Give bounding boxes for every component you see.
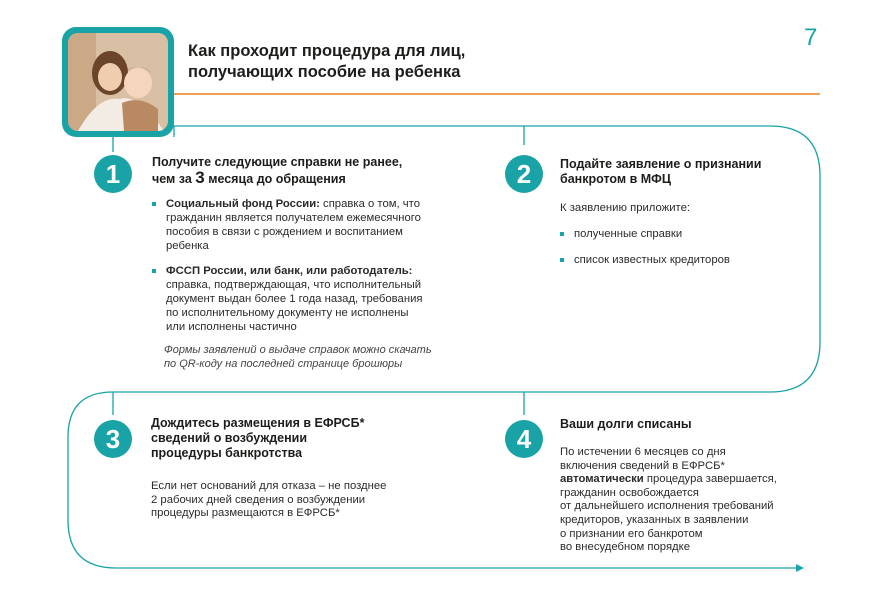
- step-1-note-line-2: по QR-коду на последней странице брошюры: [164, 357, 403, 370]
- step-3-title-line-1: Дождитесь размещения в ЕФРСБ*: [151, 416, 365, 430]
- page-title-line-1: Как проходит процедура для лиц,: [188, 42, 466, 60]
- step-1-bullet-2-line-3: документ выдан более 1 года назад, требования: [166, 293, 423, 305]
- step-2-title: [560, 157, 820, 187]
- step-4-body-bold: автоматически: [560, 473, 644, 486]
- step-1-bullet-1-line-2: гражданин является получателем ежемесячного: [166, 212, 421, 224]
- step-1-months-number: 3: [195, 168, 205, 187]
- step-1-bullet-2-line-2: справка, подтверждающая, что исполнительный: [166, 279, 422, 291]
- arrow-right-icon: [796, 564, 804, 572]
- step-1-bullet-1-bold: Социальный фонд России:: [166, 198, 320, 210]
- step-4-number: 4: [505, 420, 543, 458]
- step-3-title-line-3: процедуры банкротства: [151, 446, 303, 460]
- step-1-bullet-2-text: [166, 264, 423, 334]
- step-4-body-line-1: По истечении 6 месяцев со дня: [560, 446, 726, 458]
- step-4-body-line-2: включения сведений в ЕФРСБ*: [560, 459, 725, 472]
- bullet-square-icon: [560, 232, 564, 236]
- step-4-title: Ваши долги списаны: [560, 417, 692, 431]
- step-2-item-2-text: список известных кредиторов: [574, 254, 730, 266]
- step-4-body-line-5: от дальнейшего исполнения требований: [560, 500, 774, 513]
- step-1-bullet-1-line-3: пособия в связи с рождением и воспитанием: [166, 226, 403, 238]
- step-1-bullet-2-line-5: или исполнены частично: [166, 321, 297, 333]
- step-4-body-line-7: о признании его банкротом: [560, 527, 703, 540]
- step-1-title: [152, 155, 452, 187]
- bullet-square-icon: [152, 269, 156, 273]
- step-4-body-line-8: во внесудебном порядке: [560, 541, 691, 554]
- bullet-square-icon: [560, 258, 564, 262]
- step-4-body: [560, 446, 820, 555]
- step-3-title: [151, 416, 451, 461]
- step-2-title-line-1: Подайте заявление о признании: [560, 157, 762, 171]
- step-4-body-line-3-rest: процедура завершается,: [643, 473, 777, 486]
- step-1-bullet-1-rest: справка о том, что: [319, 198, 421, 210]
- step-3-title-line-2: сведений о возбуждении: [151, 431, 308, 445]
- step-2-intro: К заявлению приложите:: [560, 202, 690, 214]
- step-3-body-line-1: Если нет оснований для отказа – не позднее: [151, 480, 387, 492]
- step-1-title-line-1: Получите следующие справки не ранее,: [152, 155, 403, 169]
- step-1-title-post: месяца до обращения: [204, 172, 346, 186]
- step-1-bullet-2-line-4: по исполнительному документу не исполнены: [166, 307, 409, 319]
- step-2-title-line-2: банкротом в МФЦ: [560, 172, 671, 186]
- step-1-note-line-1: Формы заявлений о выдаче справок можно скачать: [164, 344, 432, 356]
- step-4-body-line-4: гражданин освобождается: [560, 486, 699, 499]
- step-1-title-line-2: [152, 170, 452, 187]
- page-title-line-2: получающих пособие на ребенка: [188, 63, 461, 81]
- step-2-item-1-text: полученные справки: [574, 228, 683, 240]
- step-1-title-pre: чем за: [152, 172, 196, 186]
- step-3-body-line-2: 2 рабочих дней сведения о возбуждении: [151, 493, 366, 506]
- step-4-body-line-6: кредиторов, указанных в заявлении: [560, 513, 749, 526]
- bullet-square-icon: [152, 202, 156, 206]
- page-number: 7: [804, 24, 818, 51]
- step-1-number: 1: [94, 155, 132, 193]
- step-3-body-line-3: процедуры размещаются в ЕФРСБ*: [151, 507, 340, 520]
- step-3-body: [151, 480, 451, 521]
- step-3-number: 3: [94, 420, 132, 458]
- step-1-bullet-1-line-4: ребенка: [166, 240, 209, 252]
- step-2-number: 2: [505, 155, 543, 193]
- step-4-body-line-3: [560, 473, 820, 487]
- step-1-bullet-1-text: [166, 197, 421, 253]
- step-1-note: [164, 344, 494, 371]
- step-1-bullet-2-bold: ФССП России, или банк, или работодатель:: [166, 265, 413, 277]
